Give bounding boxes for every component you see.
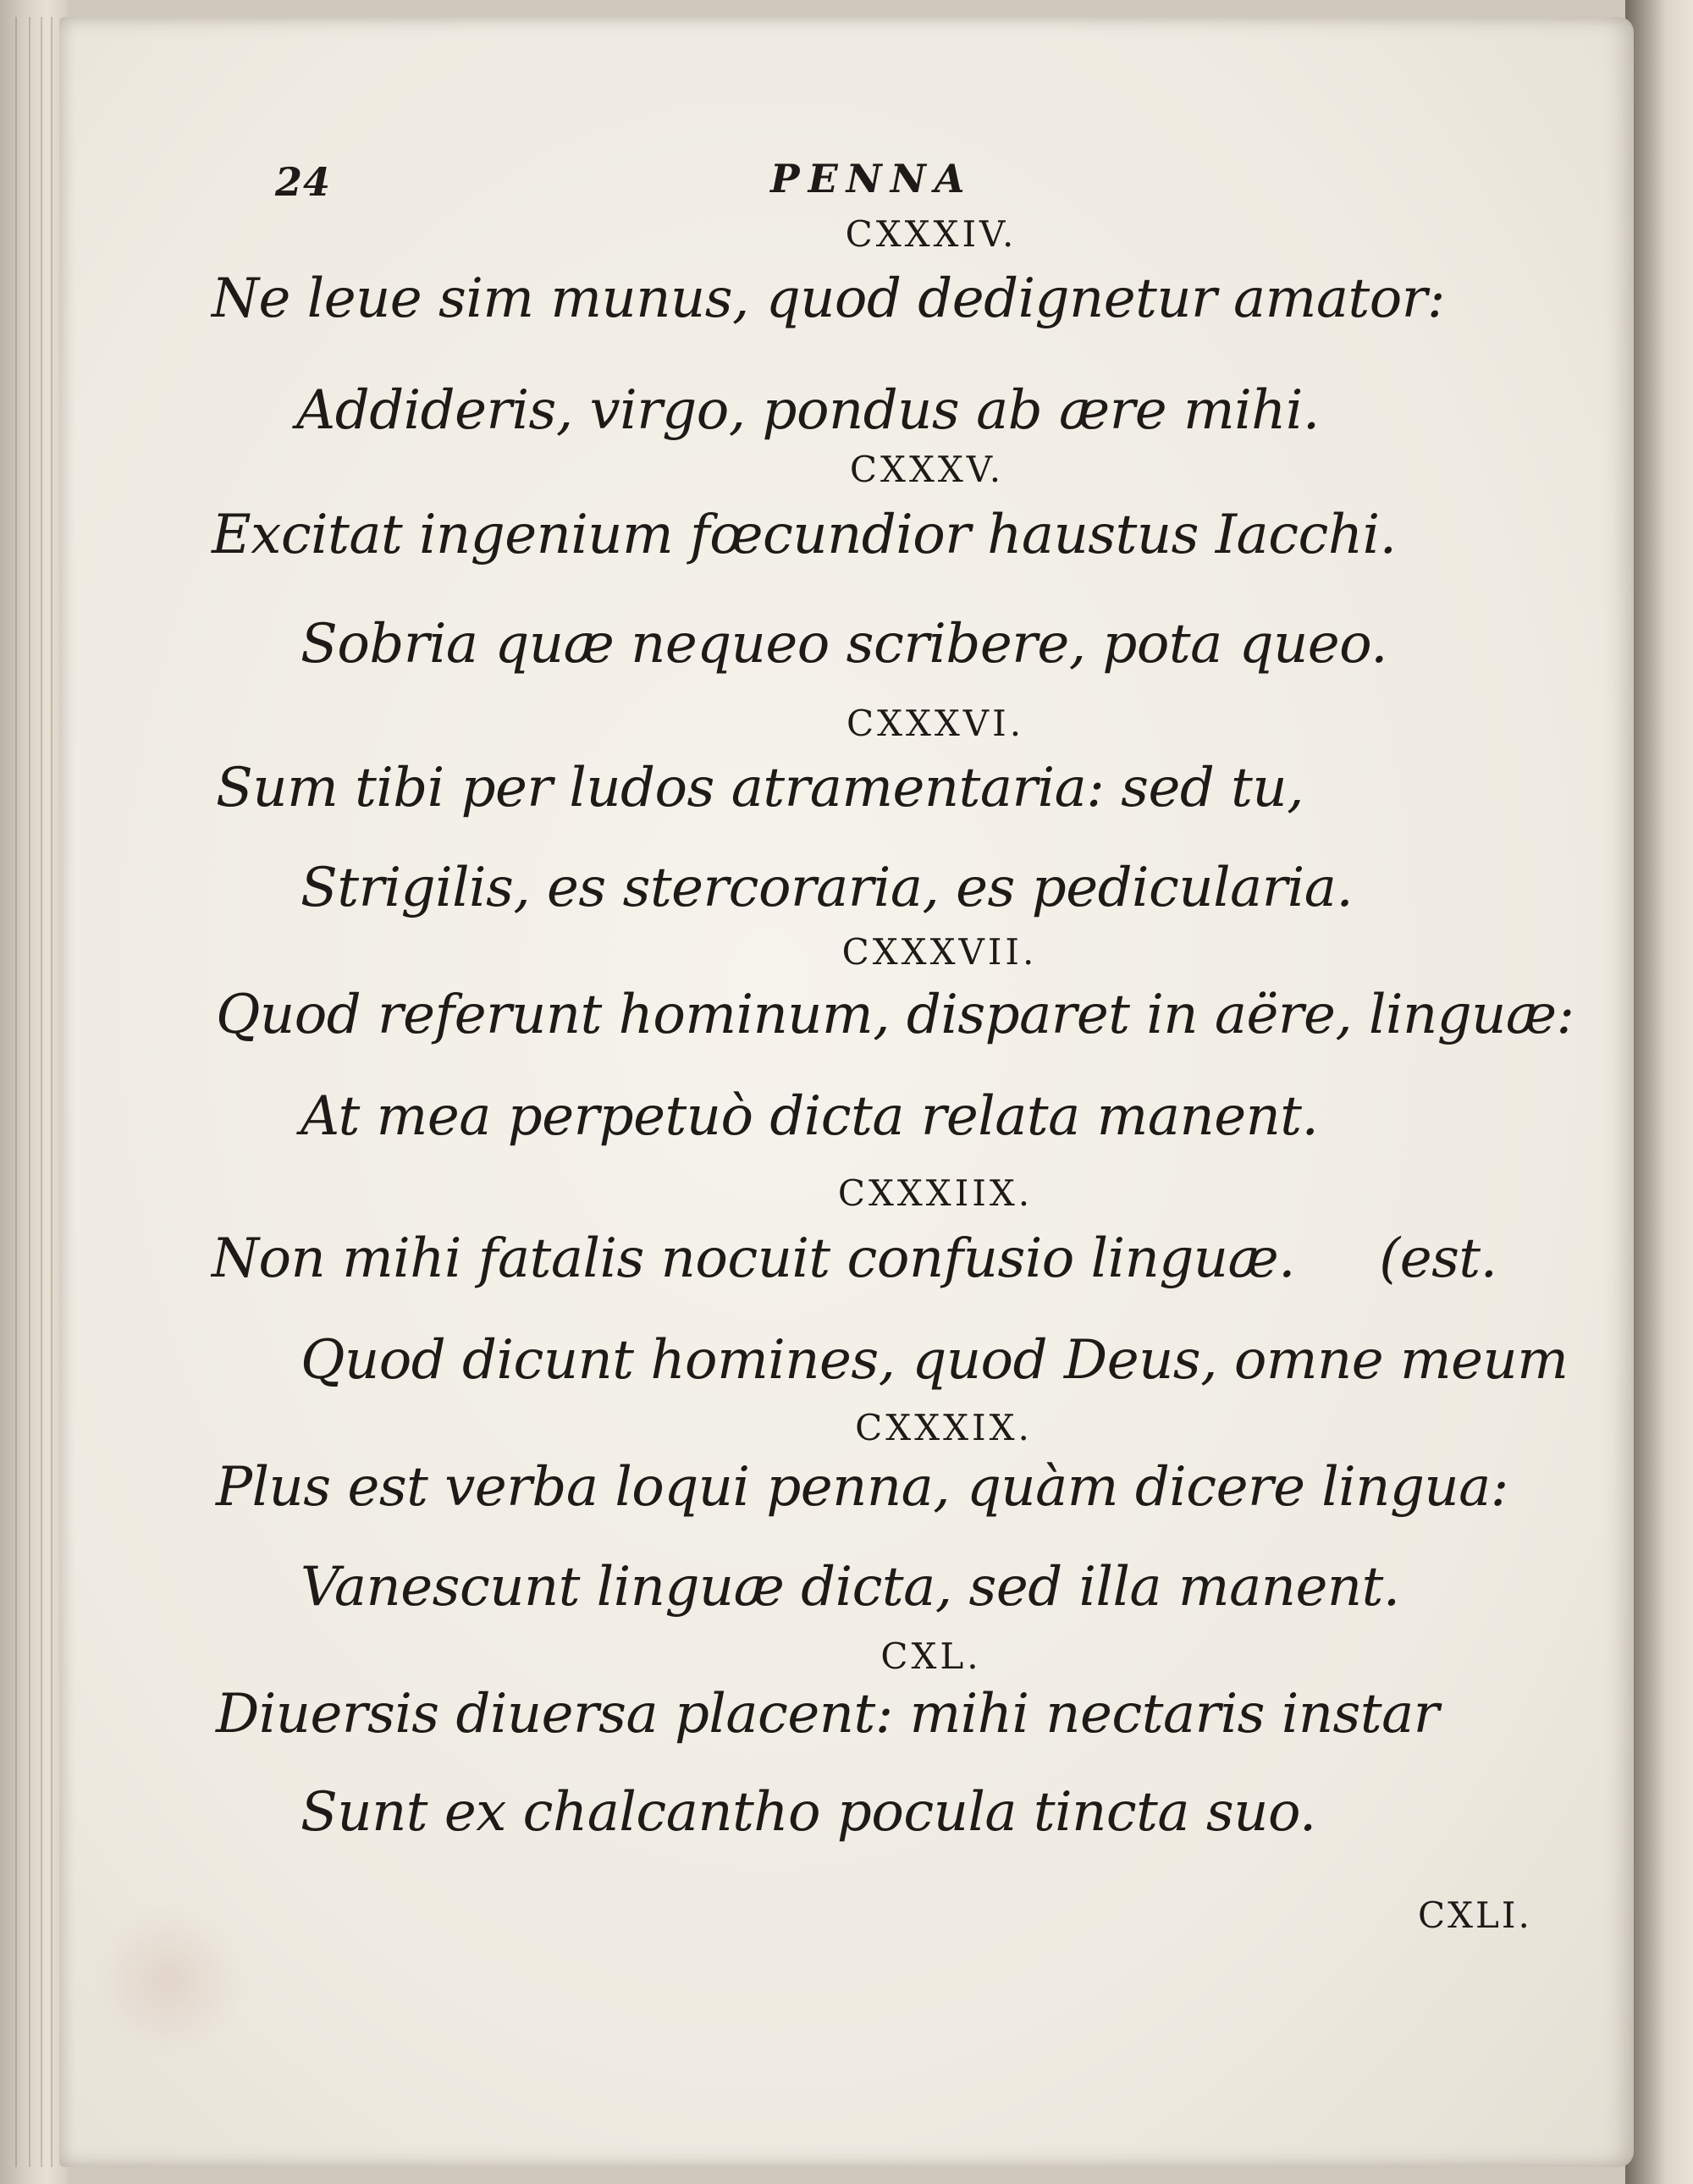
catchword: CXLI. (1418, 1894, 1532, 1936)
epigram-line: At mea perpetuò dicta relata manent. (301, 1085, 1319, 1148)
epigram-line: Sum tibi per ludos atramentaria: sed tu, (216, 757, 1304, 819)
book-page (59, 17, 1634, 2167)
epigram-line: Quod referunt hominum, disparet in aëre, linguæ: (216, 984, 1574, 1046)
epigram-line: Vanescunt linguæ dicta, sed illa manent. (301, 1556, 1400, 1619)
epigram-numeral: CXXXVII. (841, 931, 1038, 973)
epigram-line: Quod dicunt homines, quod Deus, omne meum (301, 1329, 1569, 1392)
folio-number: 24 (275, 159, 332, 205)
epigram-numeral: CXXXIV. (845, 213, 1017, 255)
epigram-numeral: CXXXIX. (855, 1407, 1033, 1448)
epigram-line: Excitat ingenium fœcundior haustus Iacchi. (212, 504, 1397, 566)
epigram-line: Diuersis diuersa placent: mihi nectaris instar (216, 1683, 1439, 1746)
epigram-line: Sobria quæ nequeo scribere, pota queo. (301, 613, 1387, 676)
epigram-line: Plus est verba loqui penna, quàm dicere lingua: (216, 1456, 1508, 1519)
epigram-line: Ne leue sim munus, quod dedignetur amator: (212, 267, 1445, 330)
book-gutter (1625, 0, 1693, 2184)
epigram-line: Addideris, virgo, pondus ab ære mihi. (296, 379, 1320, 442)
epigram-line: Strigilis, es stercoraria, es pedicularia. (301, 857, 1354, 919)
epigram-line: Sunt ex chalcantho pocula tincta suo. (301, 1781, 1316, 1844)
epigram-numeral: CXXXIIX. (837, 1172, 1034, 1214)
epigram-numeral: CXL. (880, 1635, 982, 1677)
epigram-numeral: CXXXVI. (846, 703, 1025, 744)
previous-page-edge (0, 0, 68, 2184)
running-head: PENNA (770, 156, 973, 201)
page-stain (93, 1905, 245, 2057)
epigram-line: Non mihi fatalis nocuit confusio linguæ. (est. (212, 1227, 1497, 1290)
epigram-numeral: CXXXV. (849, 449, 1005, 490)
